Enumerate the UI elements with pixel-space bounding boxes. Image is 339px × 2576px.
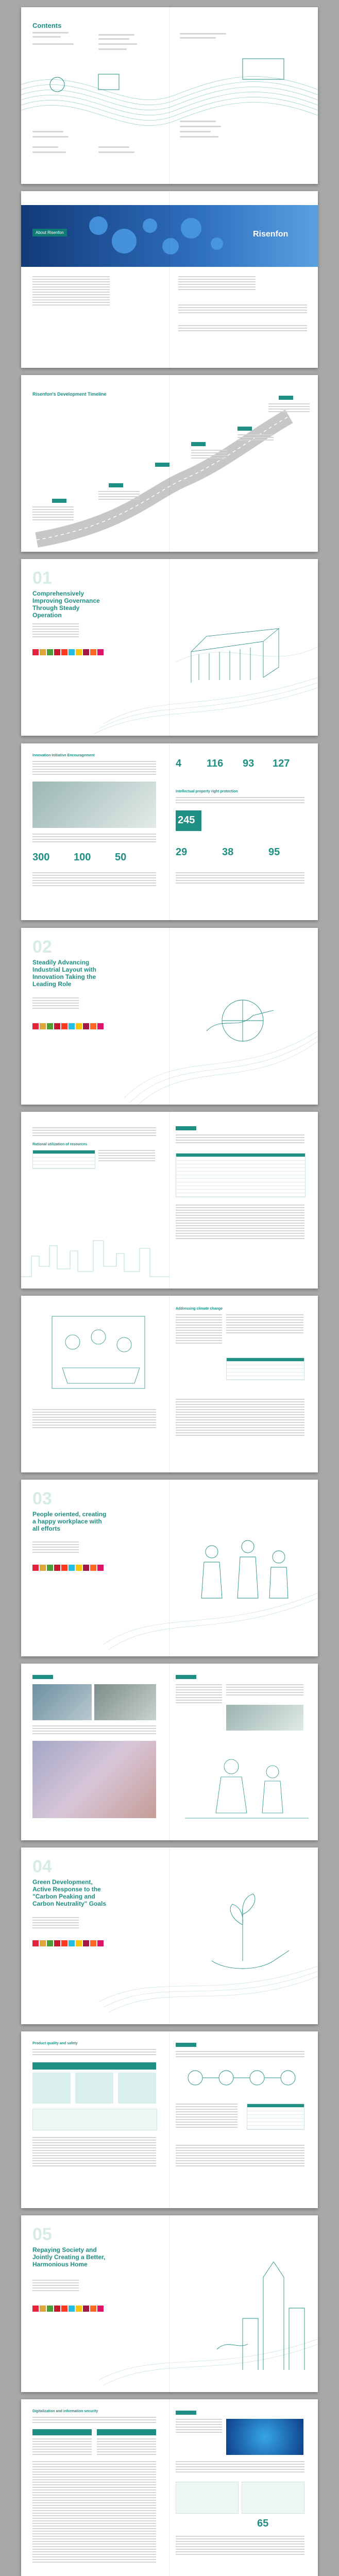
process-icons	[170, 2062, 318, 2104]
spread-innovation	[21, 743, 318, 920]
spread-chapter-04	[21, 1848, 318, 2024]
stat-top-0: 4	[176, 758, 182, 769]
about-banner	[21, 205, 318, 267]
spread-workplace	[21, 1664, 318, 1840]
photo-3	[32, 1741, 156, 1818]
chapter-number: 02	[32, 937, 52, 957]
timeline-road	[21, 375, 318, 552]
spread-quality	[21, 2031, 318, 2208]
spread-about	[21, 191, 318, 368]
about-banner-label: About Risenfon	[32, 229, 67, 236]
stat-ip-3: 95	[268, 846, 280, 858]
chapter-title: Green Development, Active Response to the "Carbon Peaking and Carbon Neutrality" Goals	[32, 1878, 107, 1907]
chapter-number: 03	[32, 1489, 52, 1509]
stat-ip-0: 245	[178, 815, 195, 826]
stat-bottom-2: 50	[115, 852, 127, 863]
data-table	[176, 1153, 306, 1197]
spread-digital	[21, 2399, 318, 2576]
process-header	[32, 2062, 156, 2070]
innovation-heading: Innovation Initiative Encouragement	[32, 754, 95, 757]
spread-contents	[21, 7, 318, 184]
spread-chapter-02	[21, 928, 318, 1105]
climate-table	[226, 1358, 304, 1380]
chapter-number: 04	[32, 1857, 52, 1876]
photo-lab	[32, 782, 156, 828]
spread-chapter-05	[21, 2215, 318, 2392]
chapter-title: Comprehensively Improving Governance Through Steady Operation	[32, 590, 100, 619]
stat-top-2: 93	[243, 758, 255, 769]
meeting-illustration	[21, 1296, 170, 1472]
chapter-title: Repaying Society and Jointly Creating a Better, Harmonious Home	[32, 2246, 106, 2268]
spread-timeline	[21, 375, 318, 552]
stat-ip-1: 29	[176, 846, 188, 858]
city-illustration	[21, 2215, 318, 2392]
people-illustration	[21, 1480, 318, 1656]
ip-heading: Intellectual property right protection	[176, 790, 238, 793]
plant-hand-illustration	[21, 1848, 318, 2024]
contents-title: Contents	[32, 22, 62, 29]
chapter-title: People oriented, creating a happy workplace with all efforts	[32, 1511, 107, 1532]
digital-stat: 65	[257, 2518, 269, 2529]
photo-4	[226, 1705, 303, 1731]
spread-climate	[21, 1296, 318, 1472]
quality-table	[247, 2104, 304, 2130]
digital-heading: Digitalization and information security	[32, 2410, 98, 2413]
spread-chapter-01	[21, 559, 318, 736]
lecture-illustration	[170, 1736, 318, 1839]
capacity-heading: Rational utilization of resources	[32, 1143, 88, 1146]
stat-top-3: 127	[273, 758, 290, 769]
spread-capacity	[21, 1112, 318, 1289]
brand-logo: Risenfon	[253, 230, 289, 239]
handshake-illustration	[21, 928, 318, 1105]
climate-heading: Addressing climate change	[176, 1307, 223, 1311]
stat-bottom-1: 100	[74, 852, 91, 863]
stat-ip-2: 38	[222, 846, 234, 858]
chapter-number: 05	[32, 2225, 52, 2244]
skyline-illustration	[21, 1220, 170, 1282]
spread-chapter-03	[21, 1480, 318, 1656]
stat-bottom-0: 300	[32, 852, 50, 863]
chapter-number: 01	[32, 568, 52, 588]
photo-digital	[226, 2419, 303, 2455]
timeline-title: Risenfon's Development Timeline	[32, 392, 107, 397]
capacity-table	[32, 1150, 95, 1169]
chapter-title: Steadily Advancing Industrial Layout with Innovation Taking the Leading Role	[32, 959, 97, 988]
quality-heading: Product quality and safety	[32, 2042, 78, 2045]
photo-1	[32, 1684, 92, 1720]
stat-top-1: 116	[207, 758, 224, 769]
photo-2	[94, 1684, 156, 1720]
building-illustration	[21, 559, 318, 736]
wave-illustration	[21, 7, 318, 184]
